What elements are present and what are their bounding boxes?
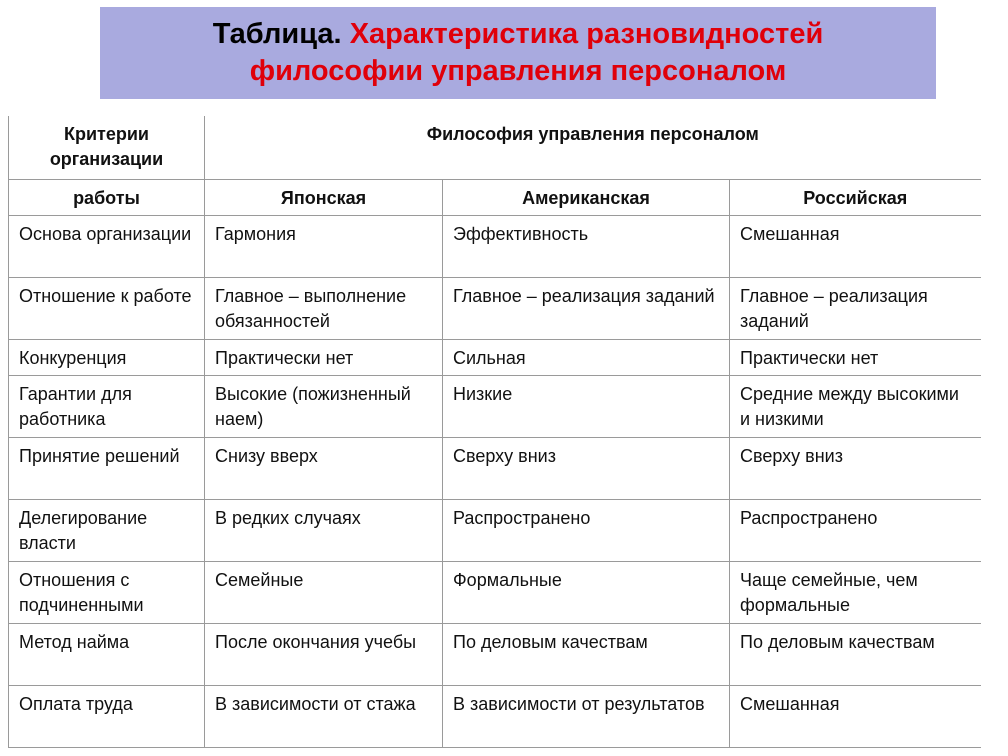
table-row: [9, 623, 981, 685]
table-cell: В редких случаях: [205, 499, 443, 561]
table-cell: Смешанная: [730, 215, 981, 277]
philosophy-table: [8, 116, 981, 748]
table-header-row: [9, 179, 981, 215]
table-cell: Снизу вверх: [205, 437, 443, 499]
table-header-row: [9, 116, 981, 179]
table-cell: Высокие (пожизненный наем): [205, 375, 443, 437]
table-cell: Сильная: [443, 339, 730, 375]
criterion-cell: Гарантии для работника: [9, 375, 205, 437]
table-cell: Чаще семейные, чем формальные: [730, 561, 981, 623]
page-title: [100, 7, 936, 99]
table-cell: Распространено: [443, 499, 730, 561]
table-cell: Главное – реализация заданий: [443, 277, 730, 339]
title-accent-line2: философии управления персоналом: [249, 55, 787, 87]
column-header-american: Американская: [443, 179, 730, 215]
table-row: [9, 277, 981, 339]
title-accent-line1: Характеристика разновидностей: [349, 18, 824, 50]
criterion-cell: Метод найма: [9, 623, 205, 685]
table-row: [9, 685, 981, 747]
criteria-header-cont: работы: [9, 179, 205, 215]
table-row: [9, 375, 981, 437]
table-cell: Гармония: [205, 215, 443, 277]
criterion-cell: Конкуренция: [9, 339, 205, 375]
table-cell: Главное – выполнение обязанностей: [205, 277, 443, 339]
criterion-cell: Принятие решений: [9, 437, 205, 499]
table-row: [9, 215, 981, 277]
table-cell: Практически нет: [730, 339, 981, 375]
table-cell: Семейные: [205, 561, 443, 623]
table-cell: Сверху вниз: [730, 437, 981, 499]
table-cell: Формальные: [443, 561, 730, 623]
table-cell: По деловым качествам: [730, 623, 981, 685]
criteria-header: Критерии организации: [9, 116, 205, 179]
table-cell: В зависимости от результатов: [443, 685, 730, 747]
table-cell: Эффективность: [443, 215, 730, 277]
table-cell: Низкие: [443, 375, 730, 437]
title-prefix: Таблица.: [212, 18, 342, 50]
table-row: [9, 499, 981, 561]
table-cell: Практически нет: [205, 339, 443, 375]
criterion-cell: Делегирование власти: [9, 499, 205, 561]
column-header-japanese: Японская: [205, 179, 443, 215]
criterion-cell: Отношения с подчиненными: [9, 561, 205, 623]
table-cell: Средние между высокими и низкими: [730, 375, 981, 437]
table-cell: После окончания учебы: [205, 623, 443, 685]
criterion-cell: Отношение к работе: [9, 277, 205, 339]
table-cell: Распространено: [730, 499, 981, 561]
table-row: [9, 561, 981, 623]
table-cell: Смешанная: [730, 685, 981, 747]
criterion-cell: Основа организации: [9, 215, 205, 277]
table-cell: Главное – реализация заданий: [730, 277, 981, 339]
criterion-cell: Оплата труда: [9, 685, 205, 747]
table-row: [9, 339, 981, 375]
philosophy-header: Философия управления персоналом: [205, 116, 981, 179]
table-cell: По деловым качествам: [443, 623, 730, 685]
table-cell: В зависимости от стажа: [205, 685, 443, 747]
table-row: [9, 437, 981, 499]
table-cell: Сверху вниз: [443, 437, 730, 499]
column-header-russian: Российская: [730, 179, 981, 215]
